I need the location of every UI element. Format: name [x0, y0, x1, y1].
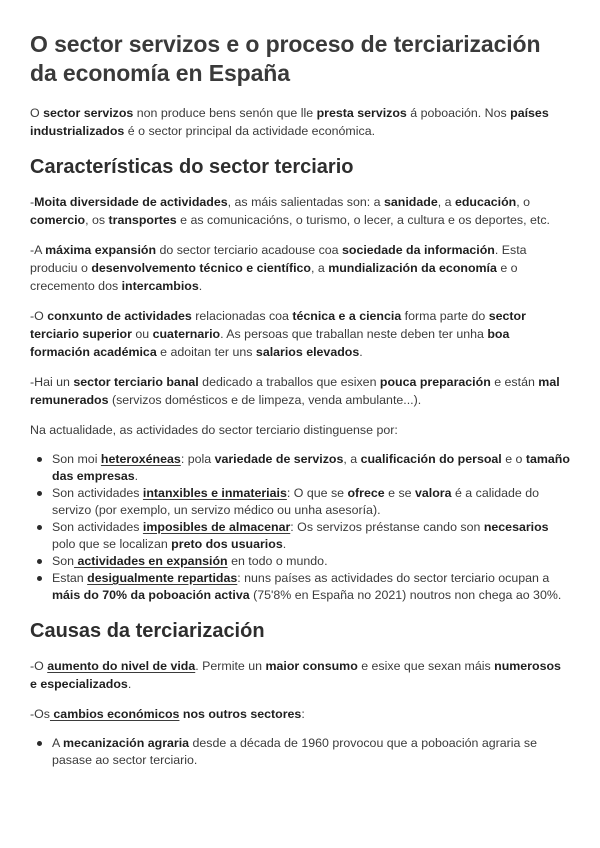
bold-term: países industrializados	[30, 106, 549, 138]
bold-term: intanxibles e inmateriais	[142, 486, 287, 500]
bold-term: imposibles de almacenar	[142, 520, 291, 534]
text-run: e están	[490, 375, 539, 389]
text-run: .	[198, 279, 203, 293]
characteristics-paragraph	[30, 373, 570, 409]
text-run: e se	[384, 486, 415, 500]
text-run: -Hai un	[30, 375, 74, 389]
bold-term: actividades en expansión	[74, 554, 228, 568]
text-run: Son actividades	[52, 486, 143, 500]
text-run: é o sector principal da actividade económica.	[124, 124, 376, 138]
bold-term: sanidade	[384, 195, 438, 209]
text-run: .	[127, 677, 132, 691]
bold-term: máis do 70% da poboación activa	[52, 588, 250, 602]
bold-term: tamaño das empresas	[52, 452, 570, 483]
bold-term: técnica e a ciencia	[292, 309, 402, 323]
text-run: .	[282, 537, 287, 551]
list-item	[52, 735, 570, 769]
bold-term: heteroxéneas	[100, 452, 181, 466]
bold-term: transportes	[108, 213, 177, 227]
text-run: , o	[516, 195, 531, 209]
text-run: (75'8% en España no 2021) noutros non chega ao 30%.	[249, 588, 562, 602]
underlined-term	[143, 486, 287, 500]
bold-term: sector servizos	[43, 106, 134, 120]
characteristics-paragraph	[30, 421, 570, 439]
characteristics-list	[30, 451, 570, 604]
list-item	[52, 451, 570, 485]
text-run: .	[359, 345, 363, 359]
bold-term: ofrece	[347, 486, 385, 500]
characteristics-paragraph	[30, 307, 570, 361]
page-title: O sector servizos e o proceso de terciarización da economía en España	[30, 31, 541, 86]
underlined-term	[87, 571, 237, 585]
bold-term: cambios económicos	[49, 707, 180, 721]
text-run: é a calidade do servizo (por exemplo, un servizo médico ou unha asesoría).	[52, 486, 540, 517]
bold-term: comercio	[30, 213, 86, 227]
causes-list	[30, 735, 570, 769]
text-run: , a	[343, 452, 361, 466]
underlined-term	[74, 554, 228, 568]
bold-term: maior consumo	[265, 659, 358, 673]
section-heading-causas: Causas da terciarización	[30, 620, 265, 642]
underlined-term	[50, 707, 179, 721]
characteristics-paragraph	[30, 193, 570, 229]
characteristics-paragraph	[30, 241, 570, 295]
bold-term: salarios elevados	[255, 345, 360, 359]
underlined-term	[47, 659, 195, 673]
text-run: Son	[52, 554, 75, 568]
section-heading-caracteristicas: Características do sector terciario	[30, 156, 354, 178]
list-item	[52, 553, 570, 570]
bold-term: mal remunerados	[30, 375, 560, 407]
bold-term: pouca preparación	[379, 375, 491, 389]
text-run: ou	[131, 327, 153, 341]
text-run: -O	[30, 659, 48, 673]
underlined-term	[101, 452, 181, 466]
bold-term: cuaternario	[152, 327, 221, 341]
text-run: e esixe que sexan máis	[357, 659, 495, 673]
text-run: , os	[85, 213, 109, 227]
text-run: e as comunicacións, o turismo, o lecer, a cultura e os deportes, etc.	[176, 213, 550, 227]
text-run: do sector terciario acadouse coa	[156, 243, 342, 257]
text-run: Son moi	[52, 452, 101, 466]
text-run: á poboación. Nos	[406, 106, 511, 120]
text-run: A	[52, 736, 64, 750]
text-run: (servizos domésticos e de limpeza, venda ambulante...).	[108, 393, 422, 407]
bold-term: necesarios	[483, 520, 549, 534]
bold-term: intercambios	[121, 279, 199, 293]
text-run: non produce bens senón que lle	[133, 106, 317, 120]
text-run: e o	[501, 452, 526, 466]
bold-term: nos outros sectores	[179, 707, 302, 721]
intro-paragraph	[30, 104, 570, 140]
list-item	[52, 485, 570, 519]
text-run: . Esta produciu o	[30, 243, 527, 275]
text-run: . As persoas que traballan neste deben ter unha	[220, 327, 488, 341]
text-run: , a	[437, 195, 455, 209]
bold-term: Moita diversidade de actividades	[34, 195, 228, 209]
bold-term: numerosos e especializados	[30, 659, 561, 691]
bold-term: conxunto de actividades	[47, 309, 192, 323]
text-run: : pola	[180, 452, 215, 466]
text-run: Estan	[52, 571, 88, 585]
bold-term: desigualmente repartidas	[87, 571, 238, 585]
text-run: desde a década de 1960 provocou que a poboación agraria se pasase ao sector terciario.	[52, 736, 537, 767]
text-run: : nuns países as actividades do sector terciario ocupan a	[237, 571, 550, 585]
bold-term: boa formación académica	[30, 327, 510, 359]
causes-paragraph	[30, 705, 570, 723]
bold-term: sector terciario banal	[73, 375, 199, 389]
list-item	[52, 570, 570, 604]
text-run: O	[30, 106, 44, 120]
text-run: Son actividades	[52, 520, 143, 534]
text-run: dedicado a traballos que esixen	[198, 375, 380, 389]
text-run: , a	[310, 261, 329, 275]
text-run: polo que se localizan	[52, 537, 172, 551]
text-run: -	[30, 195, 35, 209]
list-item	[52, 519, 570, 553]
bold-term: sector terciario superior	[30, 309, 526, 341]
bold-term: presta servizos	[316, 106, 407, 120]
causes-paragraph	[30, 657, 570, 693]
bold-term: variedade de servizos	[214, 452, 344, 466]
text-run: , as máis salientadas son: a	[227, 195, 384, 209]
text-run: .	[134, 469, 139, 483]
text-run: : O que se	[286, 486, 348, 500]
text-run: -A	[30, 243, 46, 257]
text-run: -O	[30, 309, 48, 323]
text-run: :	[301, 707, 305, 721]
text-run: : Os servizos préstanse cando son	[290, 520, 484, 534]
text-run: . Permite un	[195, 659, 266, 673]
bold-term: aumento do nivel de vida	[47, 659, 196, 673]
bold-term: valora	[415, 486, 452, 500]
text-run: en todo o mundo.	[227, 554, 328, 568]
text-run: e o crecemento dos	[30, 261, 518, 293]
bold-term: mundialización da economía	[328, 261, 497, 275]
bold-term: cualificación do persoal	[360, 452, 502, 466]
text-run: e adoitan ter uns	[156, 345, 256, 359]
text-run: Na actualidade, as actividades do sector terciario distinguense por:	[30, 423, 398, 437]
bold-term: desenvolvemento técnico e científico	[91, 261, 311, 275]
bold-term: máxima expansión	[45, 243, 157, 257]
text-run: -Os	[30, 707, 50, 721]
text-run: relacionadas coa	[191, 309, 293, 323]
underlined-term	[143, 520, 290, 534]
bold-term: preto dos usuarios	[171, 537, 283, 551]
bold-term: mecanización agraria	[63, 736, 190, 750]
text-run: forma parte do	[401, 309, 489, 323]
bold-term: educación	[454, 195, 517, 209]
bold-term: sociedade da información	[342, 243, 495, 257]
